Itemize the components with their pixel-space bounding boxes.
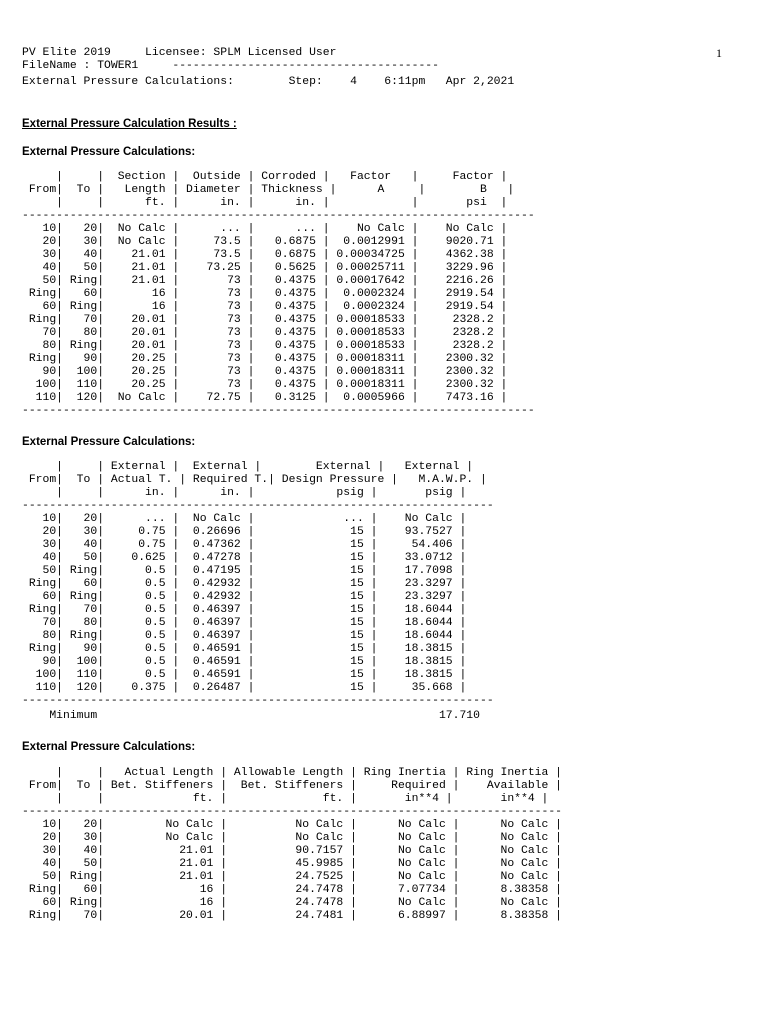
section-1-title: External Pressure Calculations: [22, 146, 196, 158]
header-line-3: External Pressure Calculations: Step: 4 6:11pm Apr 2,2021 [22, 76, 515, 88]
table-row: 110| 120| No Calc | 72.75 | 0.3125 | 0.0005966 | 7473.16 | [22, 392, 508, 404]
table-2-divider: --------------------------------------------------------------------- [22, 500, 494, 512]
table-row: 10| 20| No Calc | ... | ... | No Calc | No Calc | [22, 223, 508, 235]
table-row: 70| 80| 20.01 | 73 | 0.4375 | 0.00018533 | 2328.2 | [22, 327, 508, 339]
table-row: 20| 30| No Calc | 73.5 | 0.6875 | 0.0012991 | 9020.71 | [22, 236, 508, 248]
table-row: 80| Ring| 20.01 | 73 | 0.4375 | 0.00018533 | 2328.2 | [22, 340, 508, 352]
table-row: 40| 50| 21.01 | 73.25 | 0.5625 | 0.00025711 | 3229.96 | [22, 262, 508, 274]
table-1-divider: --------------------------------------------------------------------------- [22, 210, 535, 222]
table-row: Ring| 70| 0.5 | 0.46397 | 15 | 18.6044 | [22, 604, 467, 616]
table-2-footer-divider: --------------------------------------------------------------------- [22, 695, 494, 707]
table-row: Ring| 70| 20.01 | 24.7481 | 6.88997 | 8.38358 | [22, 910, 563, 922]
table-3-header-1: | | Actual Length | Allowable Length | Ring Inertia | Ring Inertia | [22, 767, 563, 779]
table-row: 40| 50| 0.625 | 0.47278 | 15 | 33.0712 | [22, 552, 467, 564]
header-line-2: FileName : TOWER1 --------------------------------------- [22, 60, 439, 72]
table-3-header-3: | | ft. | ft. | in**4 | in**4 | [22, 793, 549, 805]
table-row: Ring| 60| 16 | 24.7478 | 7.07734 | 8.38358 | [22, 884, 563, 896]
results-title: External Pressure Calculation Results : [22, 118, 237, 130]
table-row: 30| 40| 21.01 | 73.5 | 0.6875 | 0.00034725 | 4362.38 | [22, 249, 508, 261]
table-3-divider: ------------------------------------------------------------------------------- [22, 806, 563, 818]
table-row: 60| Ring| 16 | 73 | 0.4375 | 0.0002324 | 2919.54 | [22, 301, 508, 313]
table-3-header-2: From| To | Bet. Stiffeners | Bet. Stiffeners | Required | Available | [22, 780, 563, 792]
table-row: 40| 50| 21.01 | 45.9985 | No Calc | No Calc | [22, 858, 563, 870]
table-1-header-2: From| To | Length | Diameter | Thickness | A | B | [22, 184, 515, 196]
table-row: 50| Ring| 0.5 | 0.47195 | 15 | 17.7098 | [22, 565, 467, 577]
table-row: 110| 120| 0.375 | 0.26487 | 15 | 35.668 | [22, 682, 467, 694]
table-row: 50| Ring| 21.01 | 24.7525 | No Calc | No Calc | [22, 871, 563, 883]
table-2-header-2: From| To | Actual T. | Required T.| Design Pressure | M.A.W.P. | [22, 474, 487, 486]
table-row: Ring| 60| 16 | 73 | 0.4375 | 0.0002324 | 2919.54 | [22, 288, 508, 300]
table-row: 70| 80| 0.5 | 0.46397 | 15 | 18.6044 | [22, 617, 467, 629]
table-row: 20| 30| 0.75 | 0.26696 | 15 | 93.7527 | [22, 526, 467, 538]
table-row: 80| Ring| 0.5 | 0.46397 | 15 | 18.6044 | [22, 630, 467, 642]
table-row: Ring| 90| 20.25 | 73 | 0.4375 | 0.00018311 | 2300.32 | [22, 353, 508, 365]
table-row: 30| 40| 0.75 | 0.47362 | 15 | 54.406 | [22, 539, 467, 551]
table-row: 10| 20| ... | No Calc | ... | No Calc | [22, 513, 467, 525]
table-row: 50| Ring| 21.01 | 73 | 0.4375 | 0.00017642 | 2216.26 | [22, 275, 508, 287]
section-1-table [22, 171, 535, 418]
minimum-row: Minimum 17.710 [22, 710, 480, 722]
table-row: Ring| 70| 20.01 | 73 | 0.4375 | 0.00018533 | 2328.2 | [22, 314, 508, 326]
table-row: 100| 110| 0.5 | 0.46591 | 15 | 18.3815 | [22, 669, 467, 681]
table-row: 60| Ring| 16 | 24.7478 | No Calc | No Calc | [22, 897, 563, 909]
table-2-header-3: | | in. | in. | psig | psig | [22, 487, 467, 499]
table-row: 60| Ring| 0.5 | 0.42932 | 15 | 23.3297 | [22, 591, 467, 603]
section-2-title: External Pressure Calculations: [22, 436, 196, 448]
table-row: 10| 20| No Calc | No Calc | No Calc | No Calc | [22, 819, 563, 831]
table-row: 100| 110| 20.25 | 73 | 0.4375 | 0.00018311 | 2300.32 | [22, 379, 508, 391]
table-row: 30| 40| 21.01 | 90.7157 | No Calc | No Calc | [22, 845, 563, 857]
table-2-header-1: | | External | External | External | External | [22, 461, 474, 473]
table-1-header-1: | | Section | Outside | Corroded | Factor | Factor | [22, 171, 508, 183]
table-row: Ring| 90| 0.5 | 0.46591 | 15 | 18.3815 | [22, 643, 467, 655]
table-1-header-3: | | ft. | in. | in. | | psi | [22, 197, 508, 209]
table-row: 90| 100| 0.5 | 0.46591 | 15 | 18.3815 | [22, 656, 467, 668]
header-line-1: PV Elite 2019 Licensee: SPLM Licensed User [22, 47, 337, 59]
section-3-table [22, 767, 562, 923]
table-row: 20| 30| No Calc | No Calc | No Calc | No Calc | [22, 832, 563, 844]
table-1-footer-divider: --------------------------------------------------------------------------- [22, 405, 535, 417]
table-row: 90| 100| 20.25 | 73 | 0.4375 | 0.00018311 | 2300.32 | [22, 366, 508, 378]
section-2-table [22, 461, 494, 723]
table-row: Ring| 60| 0.5 | 0.42932 | 15 | 23.3297 | [22, 578, 467, 590]
section-3-title: External Pressure Calculations: [22, 741, 196, 753]
page-number: 1 [716, 46, 722, 60]
